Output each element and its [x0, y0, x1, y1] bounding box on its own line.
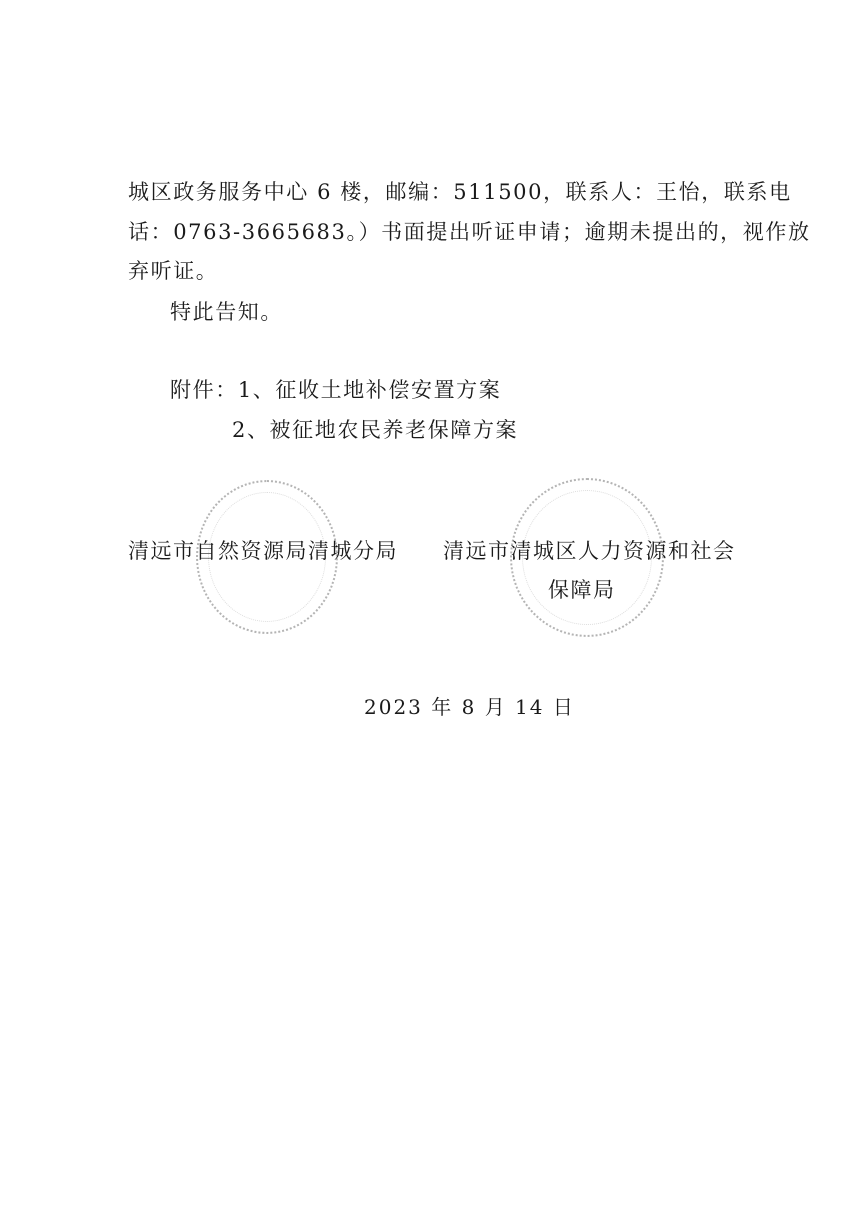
- attachment-item-2: 2、被征地农民养老保障方案: [232, 418, 519, 442]
- signature-right-line1: 清远市清城区人力资源和社会: [443, 539, 736, 563]
- attachments-block: [170, 376, 770, 404]
- closing-text: 特此告知。: [170, 300, 283, 324]
- body-line-3: 弃听证。: [128, 259, 219, 283]
- body-line-2: 话：0763-3665683。）书面提出听证申请；逾期未提出的，视作放: [128, 220, 811, 244]
- signature-left: 清远市自然资源局清城分局: [128, 539, 398, 563]
- issue-date: 2023 年 8 月 14 日: [364, 695, 575, 719]
- attachment-item-1: 1、征收土地补偿安置方案: [237, 378, 502, 402]
- attachments-label: 附件：: [170, 378, 238, 402]
- body-line-1: 城区政务服务中心 6 楼，邮编：511500，联系人：王怡，联系电: [128, 180, 792, 204]
- signature-right-line2: 保障局: [548, 578, 616, 602]
